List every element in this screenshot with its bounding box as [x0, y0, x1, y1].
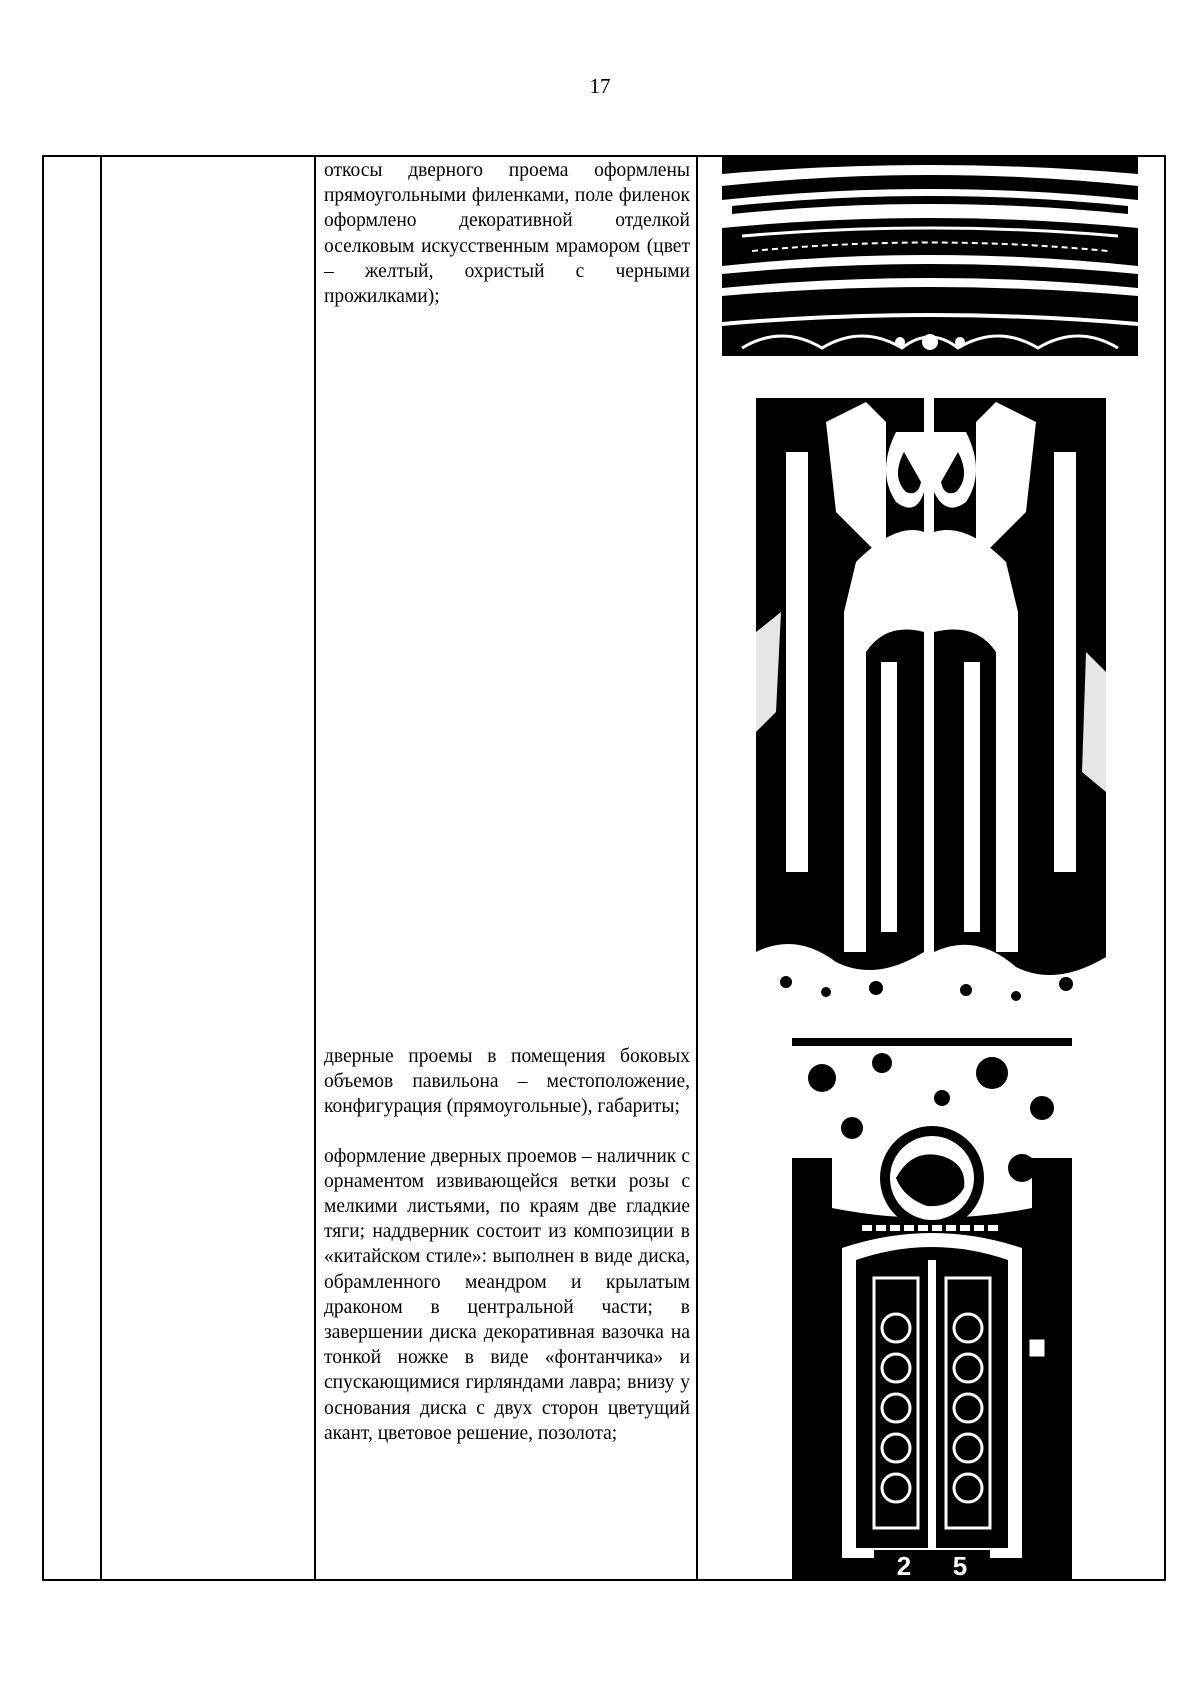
side-door-image [792, 1038, 1072, 1580]
column-divider-2 [314, 157, 316, 1579]
column-divider-1 [100, 157, 102, 1579]
side-door-photo [792, 1038, 1072, 1580]
page-number: 17 [589, 74, 611, 98]
description-block-slopes [324, 158, 690, 309]
description-paragraph: оформление дверных проемов – наличник с орнаментом извивающейся ветки розы с мелкими листьями, по краям две гладкие тяги; наддверник состоит из композиции в «китайском стиле»: выполнен в виде диска, обрамленного меандром и крылатым драконом в центральной части; в завершении диска декоративная вазочка на тонкой ножке в виде «фонтанчика» и спускающимися гирляндами лавра; внизу у основания диска с двух сторон цветущий акант, цветовое решение, позолота; [324, 1145, 690, 1444]
description-block-doors [324, 1044, 690, 1446]
description-paragraph: откосы дверного проема оформлены прямоугольными филенками, поле филенок оформлено декоративной отделкой оселковым искусственным мрамором (цвет – желтый, охристый с черными прожилками); [324, 160, 690, 308]
door-slopes-image [756, 392, 1106, 1014]
door-number-digit: 5 [952, 1551, 968, 1580]
ceiling-arch-image [722, 156, 1138, 364]
description-paragraph: дверные проемы в помещения боковых объемов павильона – местоположение, конфигурация (прямоугольные), габариты; [324, 1046, 690, 1118]
ceiling-arch-photo [722, 156, 1138, 364]
door-slopes-photo [756, 392, 1106, 1014]
column-divider-3 [696, 157, 698, 1579]
door-number-digit: 2 [896, 1551, 912, 1580]
